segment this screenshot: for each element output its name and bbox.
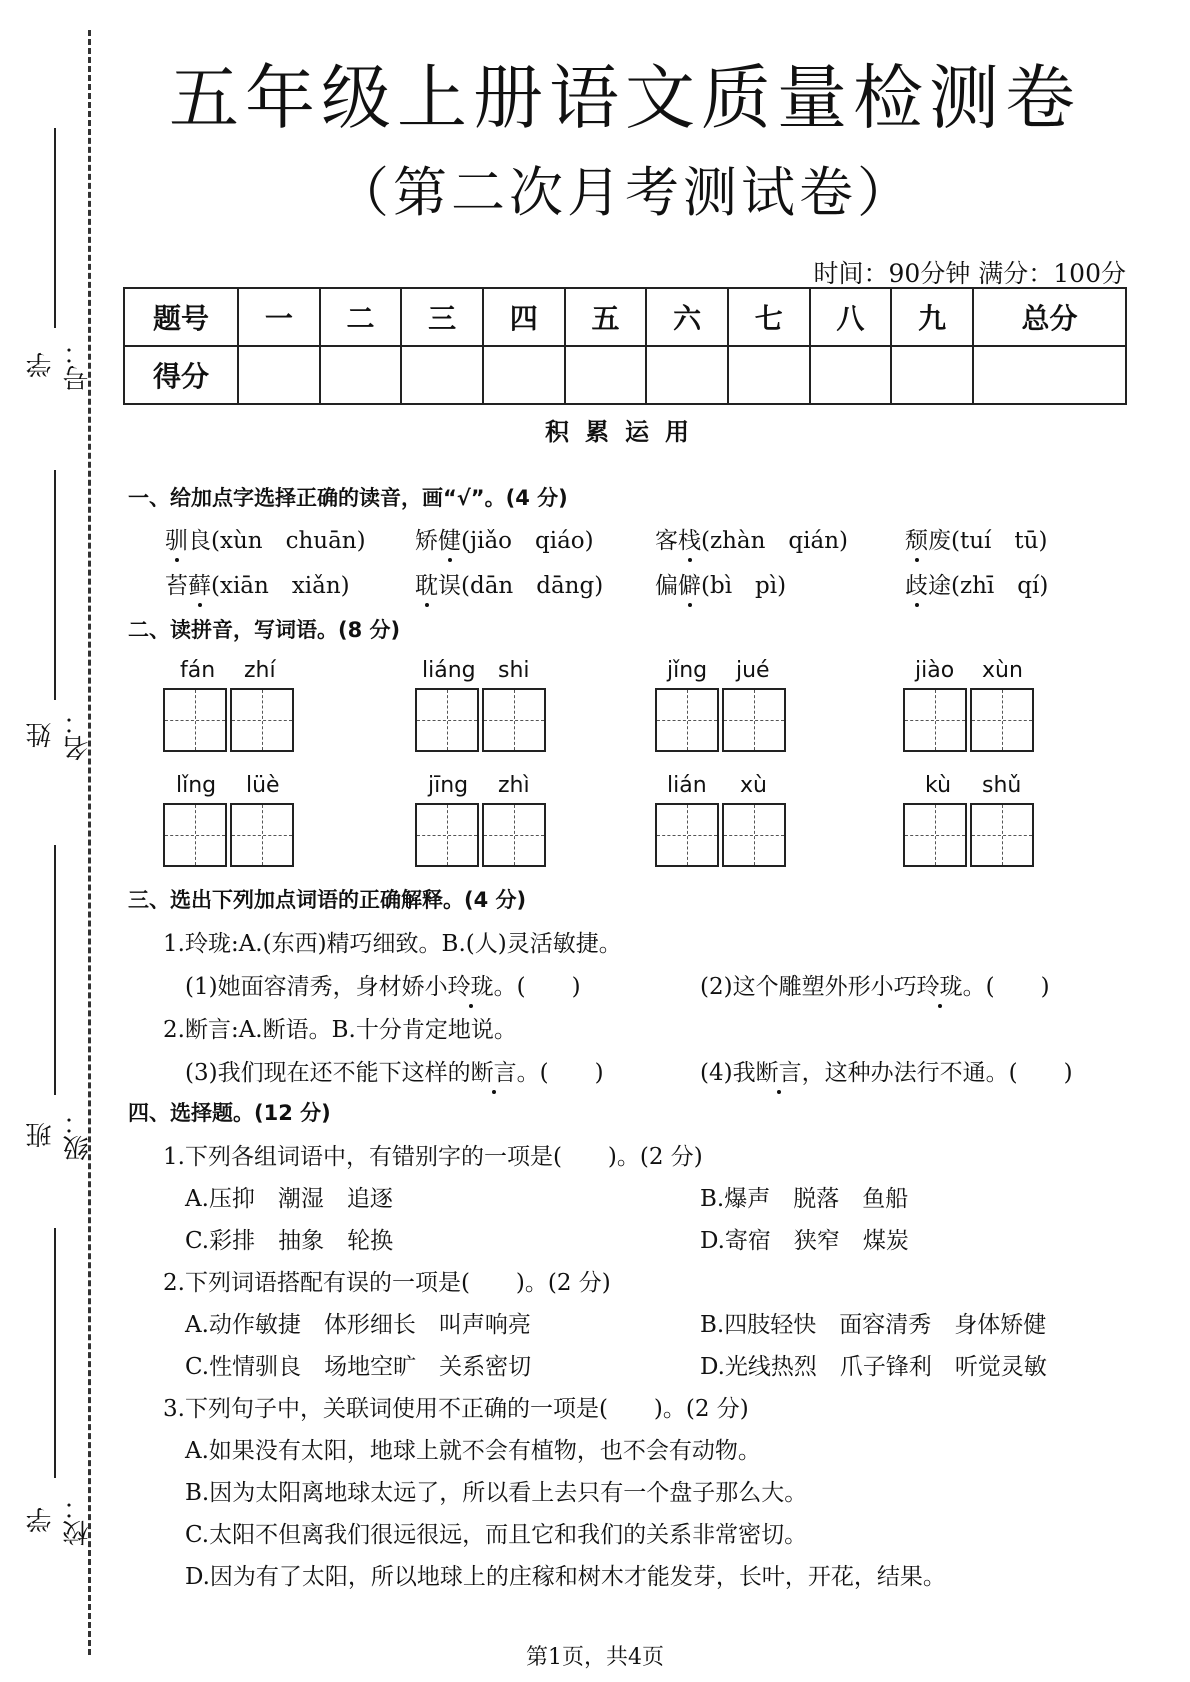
q4-option: D.寄宿 狭窄 煤炭	[700, 1228, 909, 1254]
writing-box[interactable]	[163, 803, 227, 867]
score-table-cell: 题号	[124, 288, 238, 346]
writing-box[interactable]	[415, 688, 479, 752]
q1-item: 驯良(xùn chuān)	[165, 528, 366, 554]
pinyin-syllable: shǔ	[982, 773, 1022, 798]
time-and-score-info: 时间：90分钟 满分：100分	[813, 259, 1126, 288]
pinyin-syllable: jiào	[915, 658, 955, 683]
score-entry-cell[interactable]	[728, 346, 810, 404]
writing-box[interactable]	[722, 803, 786, 867]
writing-box[interactable]	[230, 803, 294, 867]
q4-option: B.爆声 脱落 鱼船	[700, 1186, 909, 1212]
school-line	[54, 1228, 56, 1478]
score-table-cell: 九	[891, 288, 973, 346]
section-title: 积累运用	[545, 418, 705, 446]
q3-sentence-3: (3)我们现在还不能下这样的断言。( )	[185, 1060, 604, 1086]
q1-item: 耽误(dān dāng)	[415, 573, 604, 599]
pinyin-syllable: kù	[925, 773, 952, 798]
q4-option: D.因为有了太阳，所以地球上的庄稼和树木才能发芽，长叶，开花，结果。	[185, 1564, 946, 1590]
score-row-label: 得分	[124, 346, 238, 404]
score-entry-cell[interactable]	[483, 346, 565, 404]
q4-option: C.太阳不但离我们很远很远，而且它和我们的关系非常密切。	[185, 1522, 808, 1548]
student-id-label: 学号：	[26, 339, 93, 391]
pinyin-syllable: zhì	[498, 773, 530, 798]
q4-option: A.压抑 潮湿 追逐	[185, 1186, 393, 1212]
q4-question-3: 3.下列句子中，关联词使用不正确的一项是( )。(2 分)	[163, 1396, 749, 1422]
name-label: 姓名：	[26, 709, 93, 761]
pinyin-syllable: zhí	[244, 658, 276, 683]
pinyin-syllable: lǐng	[176, 773, 217, 798]
q4-option: A.如果没有太阳，地球上就不会有植物，也不会有动物。	[185, 1438, 761, 1464]
q3-title: 三、选出下列加点词语的正确解释。(4 分)	[128, 888, 527, 912]
score-table-cell: 四	[483, 288, 565, 346]
q3-sentence-4: (4)我断言，这种办法行不通。( )	[700, 1060, 1073, 1086]
score-entry-cell[interactable]	[401, 346, 483, 404]
score-table-cell: 六	[646, 288, 728, 346]
q4-option: C.彩排 抽象 轮换	[185, 1228, 394, 1254]
q4-question-1: 1.下列各组词语中，有错别字的一项是( )。(2 分)	[163, 1144, 703, 1170]
pinyin-syllable: shi	[498, 658, 530, 683]
q4-option: A.动作敏捷 体形细长 叫声响亮	[185, 1312, 531, 1338]
q4-option: D.光线热烈 爪子锋利 听觉灵敏	[700, 1354, 1047, 1380]
score-entry-cell[interactable]	[646, 346, 728, 404]
writing-box[interactable]	[482, 688, 546, 752]
pinyin-syllable: xùn	[982, 658, 1023, 683]
writing-box[interactable]	[655, 803, 719, 867]
q1-item: 苔藓(xiān xiǎn)	[165, 573, 350, 599]
q4-question-2: 2.下列词语搭配有误的一项是( )。(2 分)	[163, 1270, 611, 1296]
q3-sentence-2: (2)这个雕塑外形小巧玲珑。( )	[700, 974, 1050, 1000]
page-footer: 第1页，共4页	[526, 1645, 664, 1670]
writing-box[interactable]	[903, 803, 967, 867]
score-table-cell: 七	[728, 288, 810, 346]
q3-definition-1: 1.玲珑:A.(东西)精巧细致。B.(人)灵活敏捷。	[163, 931, 622, 957]
score-table-header-row	[124, 288, 1126, 346]
school-label: 学校：	[26, 1494, 93, 1546]
pinyin-syllable: fán	[180, 658, 216, 683]
q1-title: 一、给加点字选择正确的读音，画“√”。(4 分)	[128, 486, 568, 510]
exam-title: 五年级上册语文质量检测卷	[169, 57, 1081, 139]
writing-box[interactable]	[163, 688, 227, 752]
score-entry-cell[interactable]	[320, 346, 402, 404]
q4-title: 四、选择题。(12 分)	[128, 1101, 331, 1125]
q1-item: 歧途(zhī qí)	[905, 573, 1049, 599]
exam-subtitle: （第二次月考测试卷）	[335, 161, 915, 224]
writing-box[interactable]	[970, 688, 1034, 752]
class-label: 班级：	[26, 1109, 93, 1161]
writing-box[interactable]	[970, 803, 1034, 867]
name-line	[54, 470, 56, 700]
q4-option: B.四肢轻快 面容清秀 身体矫健	[700, 1312, 1047, 1338]
score-entry-cell[interactable]	[891, 346, 973, 404]
q1-item: 偏僻(bì pì)	[655, 573, 787, 599]
pinyin-syllable: lián	[667, 773, 707, 798]
pinyin-syllable: lüè	[246, 773, 280, 798]
q2-title: 二、读拼音，写词语。(8 分)	[128, 618, 401, 642]
writing-box[interactable]	[230, 688, 294, 752]
writing-box[interactable]	[415, 803, 479, 867]
score-table	[123, 287, 1127, 405]
score-table-cell: 一	[238, 288, 320, 346]
pinyin-syllable: jīng	[428, 773, 469, 798]
score-table-cell: 八	[810, 288, 892, 346]
student-id-line	[54, 128, 56, 328]
pinyin-syllable: xù	[740, 773, 767, 798]
pinyin-syllable: jǐng	[667, 658, 708, 683]
pinyin-syllable: jué	[736, 658, 770, 683]
score-entry-cell[interactable]	[238, 346, 320, 404]
score-table-cell: 二	[320, 288, 402, 346]
writing-box[interactable]	[722, 688, 786, 752]
score-table-score-row	[124, 346, 1126, 404]
score-table-cell: 三	[401, 288, 483, 346]
q1-item: 颓废(tuí tū)	[905, 528, 1048, 554]
q4-option: B.因为太阳离地球太远了，所以看上去只有一个盘子那么大。	[185, 1480, 808, 1506]
writing-box[interactable]	[655, 688, 719, 752]
q1-item: 矫健(jiǎo qiáo)	[415, 528, 594, 554]
q3-sentence-1: (1)她面容清秀，身材娇小玲珑。( )	[185, 974, 581, 1000]
score-entry-cell[interactable]	[973, 346, 1126, 404]
class-line	[54, 845, 56, 1095]
pinyin-syllable: liáng	[422, 658, 476, 683]
writing-box[interactable]	[482, 803, 546, 867]
q3-definition-2: 2.断言:A.断语。B.十分肯定地说。	[163, 1017, 517, 1043]
q4-option: C.性情驯良 场地空旷 关系密切	[185, 1354, 532, 1380]
q1-item: 客栈(zhàn qián)	[655, 528, 849, 554]
score-table-cell: 五	[565, 288, 647, 346]
score-table-cell: 总分	[973, 288, 1126, 346]
score-entry-cell[interactable]	[810, 346, 892, 404]
writing-box[interactable]	[903, 688, 967, 752]
binding-dashed-line	[88, 30, 91, 1655]
score-entry-cell[interactable]	[565, 346, 647, 404]
